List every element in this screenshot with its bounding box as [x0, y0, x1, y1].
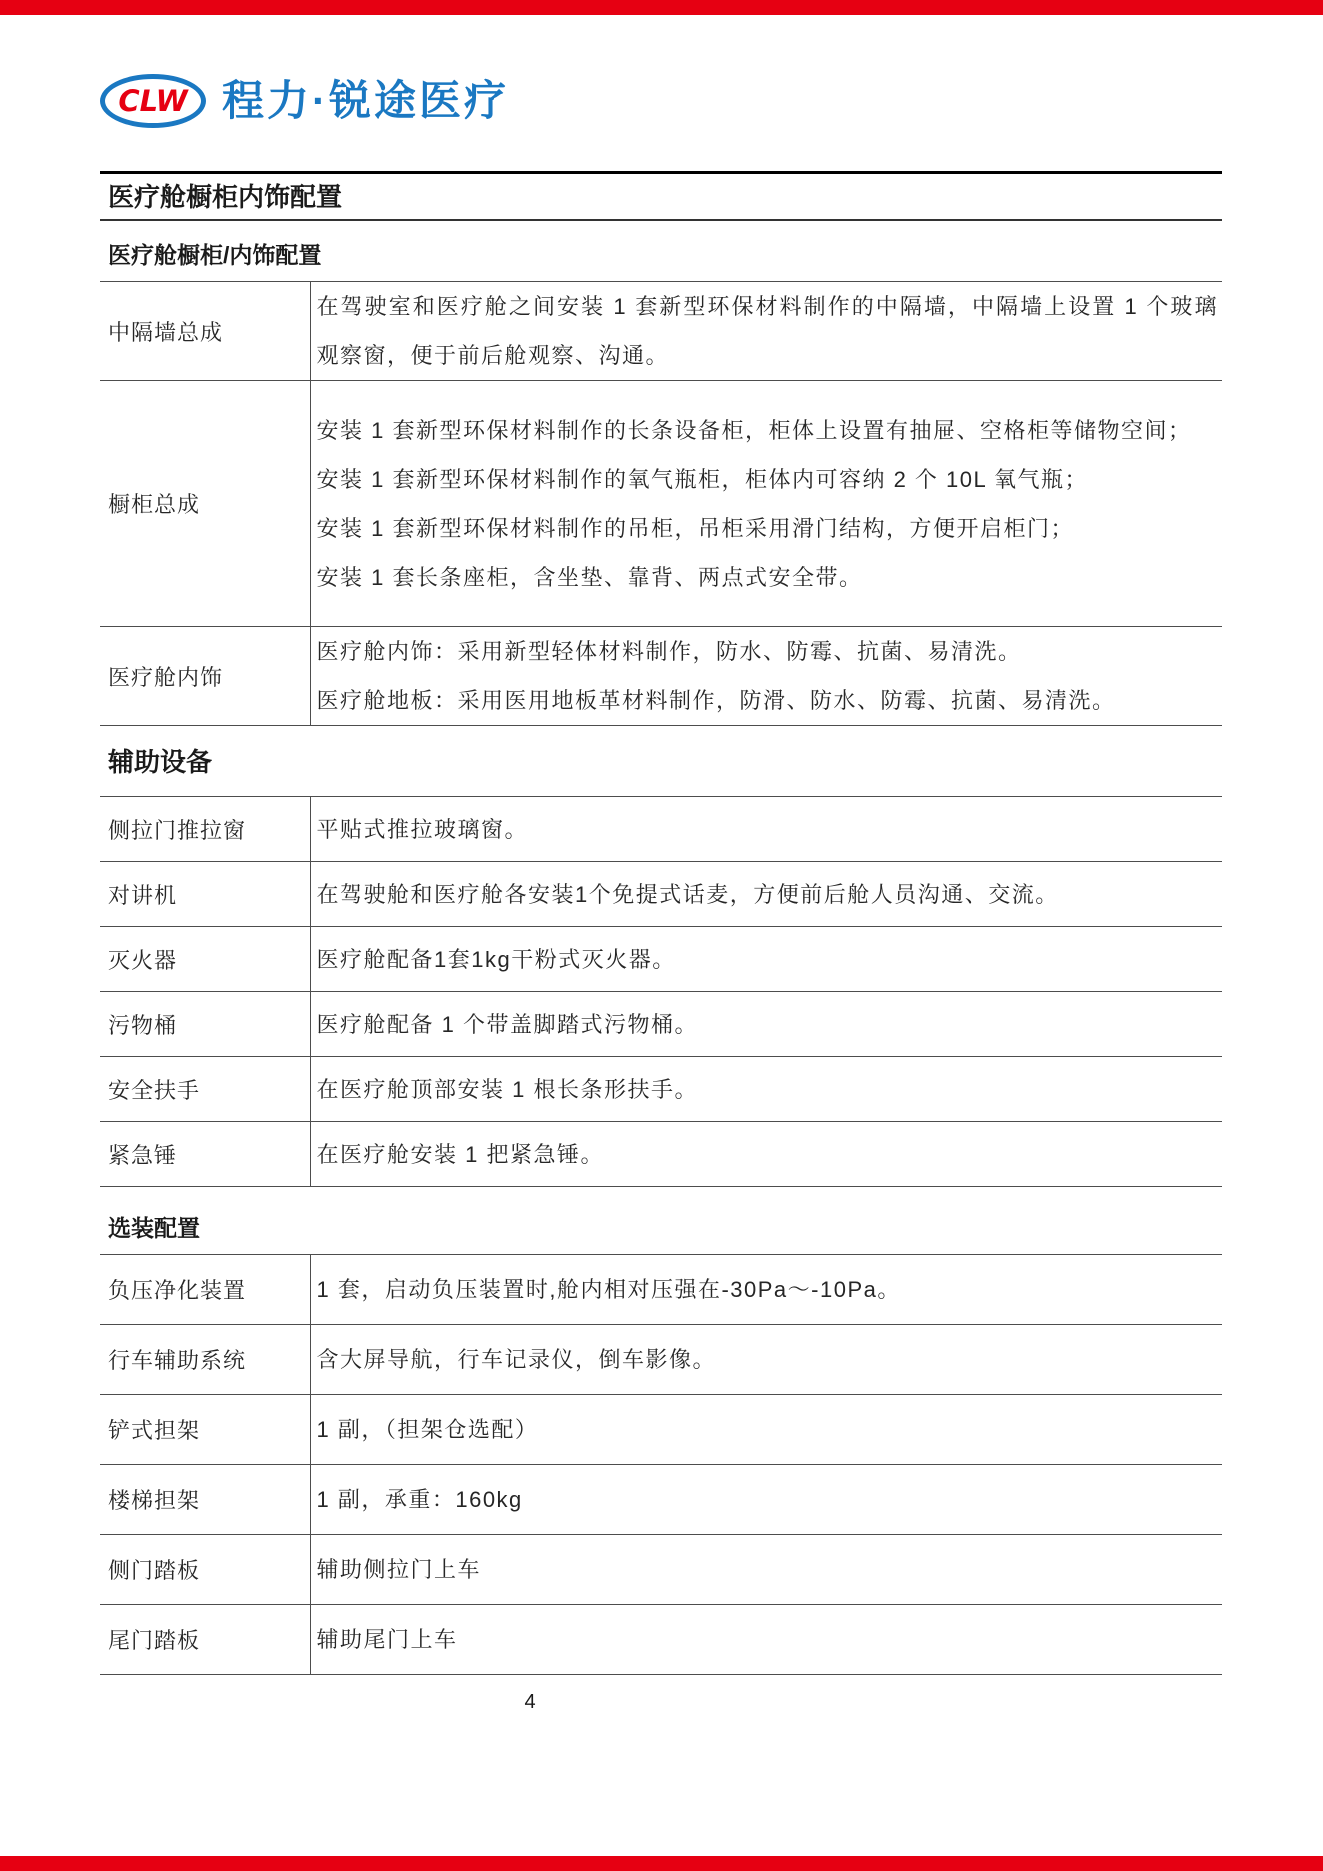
spec-value	[310, 1395, 1222, 1465]
table-row	[100, 1057, 1222, 1122]
spec-paragraph: 医疗舱配备 1 个带盖脚踏式污物桶。	[316, 1011, 698, 1037]
spec-paragraph: 平贴式推拉玻璃窗。	[316, 816, 529, 842]
spec-label: 灭火器	[100, 927, 310, 992]
spec-value	[310, 1605, 1222, 1675]
spec-value	[310, 992, 1222, 1057]
section-heading-cabinet: 医疗舱橱柜/内饰配置	[108, 242, 322, 268]
spec-paragraph: 在驾驶室和医疗舱之间安装 1 套新型环保材料制作的中隔墙，中隔墙上设置 1 个玻璃观察窗，便于前后舱观察、沟通。	[316, 294, 1218, 368]
table-row	[100, 1325, 1222, 1395]
spec-label: 侧拉门推拉窗	[100, 797, 310, 862]
table-row	[100, 381, 1222, 627]
table-row	[100, 282, 1222, 381]
spec-label: 侧门踏板	[100, 1535, 310, 1605]
spec-paragraph: 在医疗舱顶部安装 1 根长条形扶手。	[316, 1076, 698, 1102]
spec-value	[310, 627, 1222, 726]
spec-label: 中隔墙总成	[100, 282, 310, 381]
section-heading-auxiliary: 辅助设备	[108, 747, 213, 777]
spec-label: 负压净化装置	[100, 1255, 310, 1325]
table-row	[100, 992, 1222, 1057]
spec-label: 安全扶手	[100, 1057, 310, 1122]
spec-value	[310, 1465, 1222, 1535]
clw-logo-oval-icon	[100, 74, 206, 128]
spec-paragraph: 1 副，（担架仓选配）	[316, 1417, 539, 1442]
brand-logo	[100, 73, 1222, 129]
spec-label: 铲式担架	[100, 1395, 310, 1465]
header-divider	[100, 171, 1222, 174]
bottom-accent-bar	[0, 1856, 1323, 1871]
top-accent-bar	[0, 0, 1323, 15]
spec-value	[310, 1535, 1222, 1605]
section-heading-optional: 选装配置	[108, 1215, 200, 1241]
table-row	[100, 1605, 1222, 1675]
spec-paragraph: 含大屏导航，行车记录仪，倒车影像。	[316, 1347, 717, 1372]
spec-paragraph: 安装 1 套新型环保材料制作的长条设备柜，柜体上设置有抽屉、空格柜等储物空间；	[316, 417, 1192, 443]
spec-paragraph: 安装 1 套新型环保材料制作的吊柜，吊柜采用滑门结构，方便开启柜门；	[316, 515, 1074, 541]
logo-abbr: CLW	[118, 83, 188, 118]
spec-paragraph: 辅助侧拉门上车	[316, 1557, 482, 1582]
spec-label: 污物桶	[100, 992, 310, 1057]
spec-table-auxiliary	[100, 796, 1222, 1187]
spec-value	[310, 1325, 1222, 1395]
spec-label: 行车辅助系统	[100, 1325, 310, 1395]
title-underline	[100, 219, 1222, 221]
spec-paragraph: 1 副，承重：160kg	[316, 1487, 523, 1512]
spec-value	[310, 1122, 1222, 1187]
table-row	[100, 1122, 1222, 1187]
spec-paragraph: 医疗舱内饰：采用新型轻体材料制作，防水、防霉、抗菌、易清洗。	[316, 639, 1022, 664]
table-row	[100, 862, 1222, 927]
spec-paragraph: 安装 1 套新型环保材料制作的氧气瓶柜，柜体内可容纳 2 个 10L 氧气瓶；	[316, 466, 1089, 492]
page-number: 4	[524, 1691, 536, 1713]
table-row	[100, 927, 1222, 992]
spec-value	[310, 1255, 1222, 1325]
spec-paragraph: 在医疗舱安装 1 把紧急锤。	[316, 1141, 604, 1167]
spec-value	[310, 927, 1222, 992]
table-row	[100, 797, 1222, 862]
spec-value	[310, 1057, 1222, 1122]
table-row	[100, 1465, 1222, 1535]
spec-label: 紧急锤	[100, 1122, 310, 1187]
spec-table-optional	[100, 1254, 1222, 1675]
spec-label: 尾门踏板	[100, 1605, 310, 1675]
spec-paragraph: 安装 1 套长条座柜，含坐垫、靠背、两点式安全带。	[316, 564, 863, 590]
page-content	[100, 15, 1222, 1715]
spec-value	[310, 282, 1222, 381]
spec-paragraph: 辅助尾门上车	[316, 1627, 458, 1652]
brand-name: 程力·锐途医疗	[222, 77, 509, 124]
spec-paragraph: 在驾驶舱和医疗舱各安装1个免提式话麦，方便前后舱人员沟通、交流。	[316, 881, 1059, 907]
spec-value	[310, 797, 1222, 862]
spec-value	[310, 381, 1222, 627]
table-row	[100, 627, 1222, 726]
spec-label: 楼梯担架	[100, 1465, 310, 1535]
spec-paragraph: 1 套，启动负压装置时,舱内相对压强在-30Pa～-10Pa。	[316, 1277, 901, 1302]
spec-value	[310, 862, 1222, 927]
table-row	[100, 1395, 1222, 1465]
page-title: 医疗舱橱柜内饰配置	[108, 182, 343, 212]
spec-label: 对讲机	[100, 862, 310, 927]
spec-paragraph: 医疗舱配备1套1kg干粉式灭火器。	[316, 946, 676, 972]
spec-table-cabinet	[100, 281, 1222, 726]
table-row	[100, 1535, 1222, 1605]
spec-label: 橱柜总成	[100, 381, 310, 627]
spec-paragraph: 医疗舱地板：采用医用地板革材料制作，防滑、防水、防霉、抗菌、易清洗。	[316, 688, 1116, 713]
spec-label: 医疗舱内饰	[100, 627, 310, 726]
table-row	[100, 1255, 1222, 1325]
